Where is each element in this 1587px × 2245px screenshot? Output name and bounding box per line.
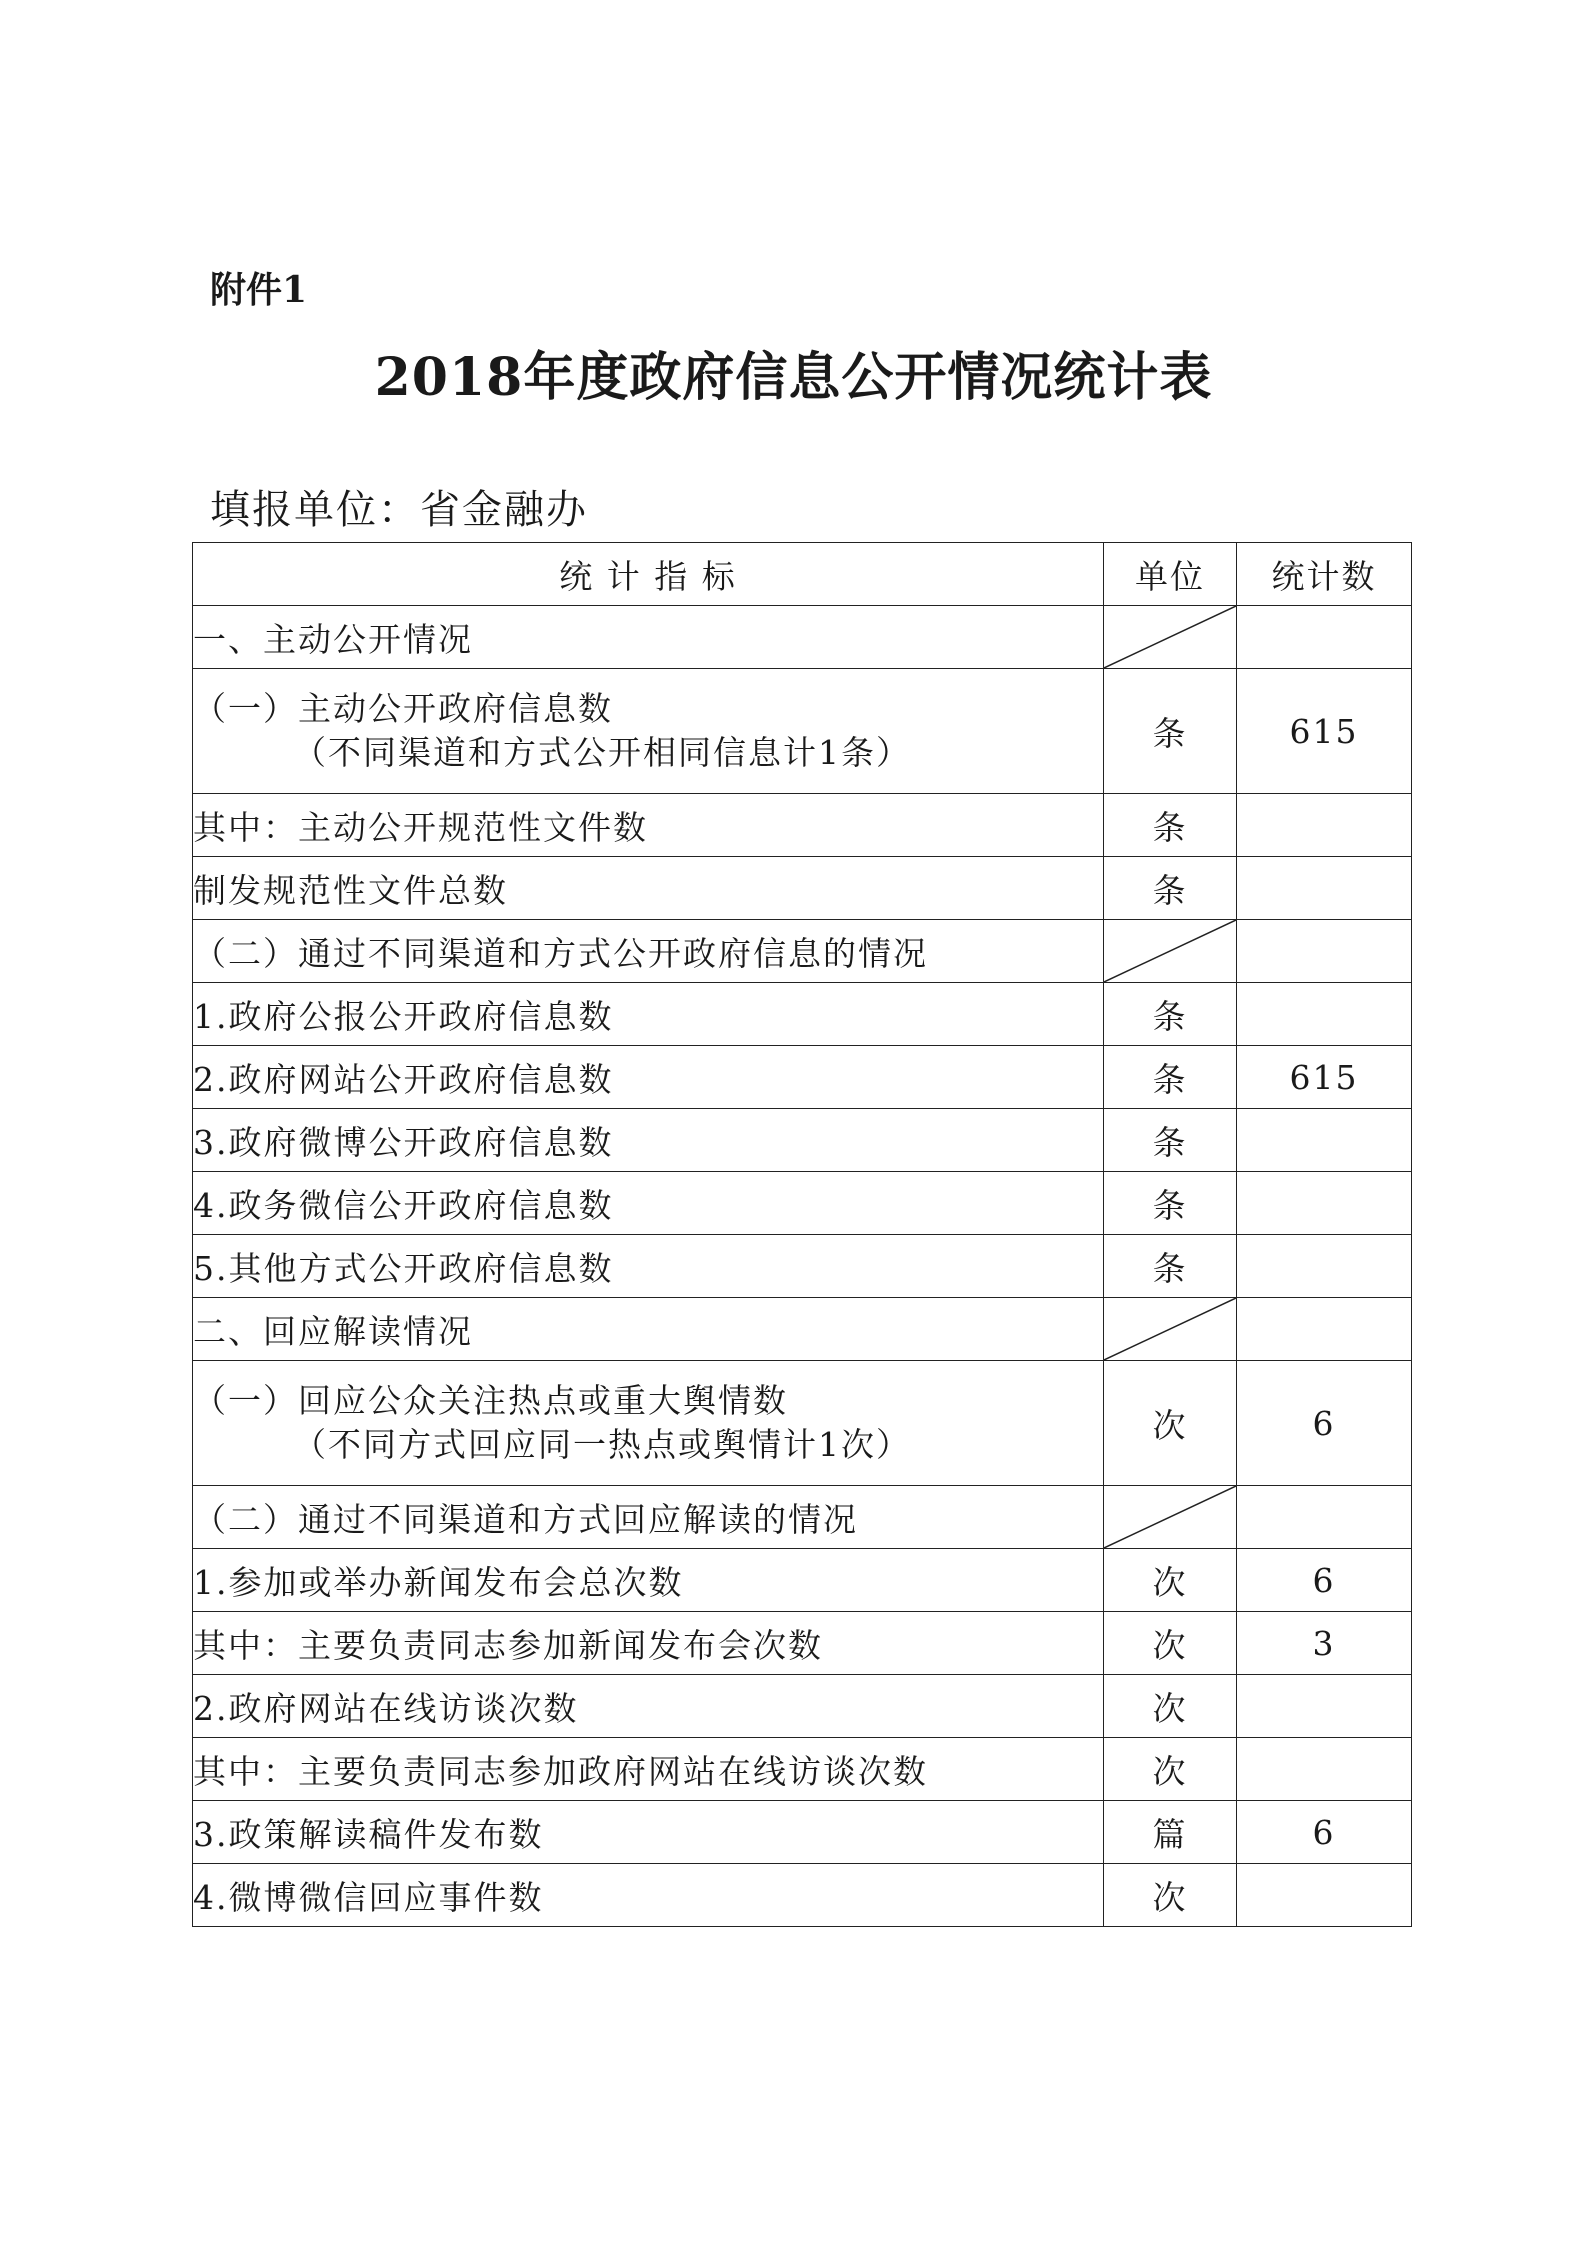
page-title: 2018年度政府信息公开情况统计表 (374, 347, 1213, 408)
row-value (1237, 983, 1412, 1046)
row-unit: 条 (1104, 1046, 1237, 1109)
row-indicator: （二）通过不同渠道和方式回应解读的情况 (193, 1486, 1104, 1549)
row-indicator: 其中：主要负责同志参加政府网站在线访谈次数 (193, 1738, 1104, 1801)
row-value: 615 (1237, 1046, 1412, 1109)
table-row (193, 1801, 1412, 1864)
row-unit-slashed (1104, 1298, 1237, 1361)
header-indicator: 统 计 指 标 (193, 543, 1104, 606)
row-unit: 次 (1104, 1612, 1237, 1675)
table-row (193, 606, 1412, 669)
row-value (1237, 1109, 1412, 1172)
table-row (193, 983, 1412, 1046)
table-row (193, 1486, 1412, 1549)
table-row (193, 1172, 1412, 1235)
table-row (193, 794, 1412, 857)
row-unit-slashed (1104, 1486, 1237, 1549)
header-unit: 单位 (1104, 543, 1237, 606)
row-value (1237, 1864, 1412, 1927)
row-unit: 条 (1104, 669, 1237, 794)
row-indicator-note: （不同方式回应同一热点或舆情计1次） (293, 1425, 911, 1464)
row-indicator: 3.政策解读稿件发布数 (193, 1801, 1104, 1864)
table-row (193, 1738, 1412, 1801)
row-indicator: 3.政府微博公开政府信息数 (193, 1109, 1104, 1172)
row-indicator: 其中：主要负责同志参加新闻发布会次数 (193, 1612, 1104, 1675)
row-indicator: 一、主动公开情况 (193, 606, 1104, 669)
row-unit: 次 (1104, 1738, 1237, 1801)
row-value: 6 (1237, 1801, 1412, 1864)
table-row (193, 1612, 1412, 1675)
row-unit: 次 (1104, 1675, 1237, 1738)
table-row (193, 1864, 1412, 1927)
row-indicator (193, 1361, 1104, 1486)
row-indicator: 5.其他方式公开政府信息数 (193, 1235, 1104, 1298)
row-indicator (193, 669, 1104, 794)
row-value (1237, 1298, 1412, 1361)
table-row (193, 1298, 1412, 1361)
table-row (193, 1046, 1412, 1109)
table-row (193, 669, 1412, 794)
table-row (193, 857, 1412, 920)
table-row (193, 1549, 1412, 1612)
row-value: 6 (1237, 1361, 1412, 1486)
row-value (1237, 1738, 1412, 1801)
row-unit: 次 (1104, 1361, 1237, 1486)
row-indicator-note: （不同渠道和方式公开相同信息计1条） (293, 733, 911, 772)
row-value (1237, 794, 1412, 857)
row-value (1237, 920, 1412, 983)
row-value (1237, 1675, 1412, 1738)
statistics-table (192, 542, 1412, 1927)
row-value: 615 (1237, 669, 1412, 794)
row-unit: 篇 (1104, 1801, 1237, 1864)
header-count: 统计数 (1237, 543, 1412, 606)
table-header-row (193, 543, 1412, 606)
reporting-unit: 填报单位：省金融办 (210, 487, 588, 533)
row-value (1237, 1235, 1412, 1298)
table-row (193, 1361, 1412, 1486)
row-indicator: 1.政府公报公开政府信息数 (193, 983, 1104, 1046)
row-value (1237, 1172, 1412, 1235)
row-unit: 条 (1104, 1109, 1237, 1172)
row-value (1237, 857, 1412, 920)
table-row (193, 1109, 1412, 1172)
table-row (193, 920, 1412, 983)
row-unit-slashed (1104, 606, 1237, 669)
row-unit: 条 (1104, 1172, 1237, 1235)
row-indicator: 二、回应解读情况 (193, 1298, 1104, 1361)
row-indicator: （二）通过不同渠道和方式公开政府信息的情况 (193, 920, 1104, 983)
row-indicator-main: （一）主动公开政府信息数 (193, 689, 613, 728)
row-value (1237, 606, 1412, 669)
row-unit: 条 (1104, 1235, 1237, 1298)
table-row (193, 1235, 1412, 1298)
row-indicator: 2.政府网站在线访谈次数 (193, 1675, 1104, 1738)
row-indicator: 2.政府网站公开政府信息数 (193, 1046, 1104, 1109)
row-indicator-main: （一）回应公众关注热点或重大舆情数 (193, 1381, 788, 1420)
row-unit: 次 (1104, 1864, 1237, 1927)
row-indicator: 其中：主动公开规范性文件数 (193, 794, 1104, 857)
row-unit: 条 (1104, 983, 1237, 1046)
row-value: 6 (1237, 1549, 1412, 1612)
row-indicator: 1.参加或举办新闻发布会总次数 (193, 1549, 1104, 1612)
row-unit: 次 (1104, 1549, 1237, 1612)
row-indicator: 4.微博微信回应事件数 (193, 1864, 1104, 1927)
row-indicator: 4.政务微信公开政府信息数 (193, 1172, 1104, 1235)
row-value (1237, 1486, 1412, 1549)
row-value: 3 (1237, 1612, 1412, 1675)
table-row (193, 1675, 1412, 1738)
row-unit: 条 (1104, 794, 1237, 857)
row-unit-slashed (1104, 920, 1237, 983)
row-indicator: 制发规范性文件总数 (193, 857, 1104, 920)
attachment-label: 附件1 (210, 269, 308, 311)
row-unit: 条 (1104, 857, 1237, 920)
